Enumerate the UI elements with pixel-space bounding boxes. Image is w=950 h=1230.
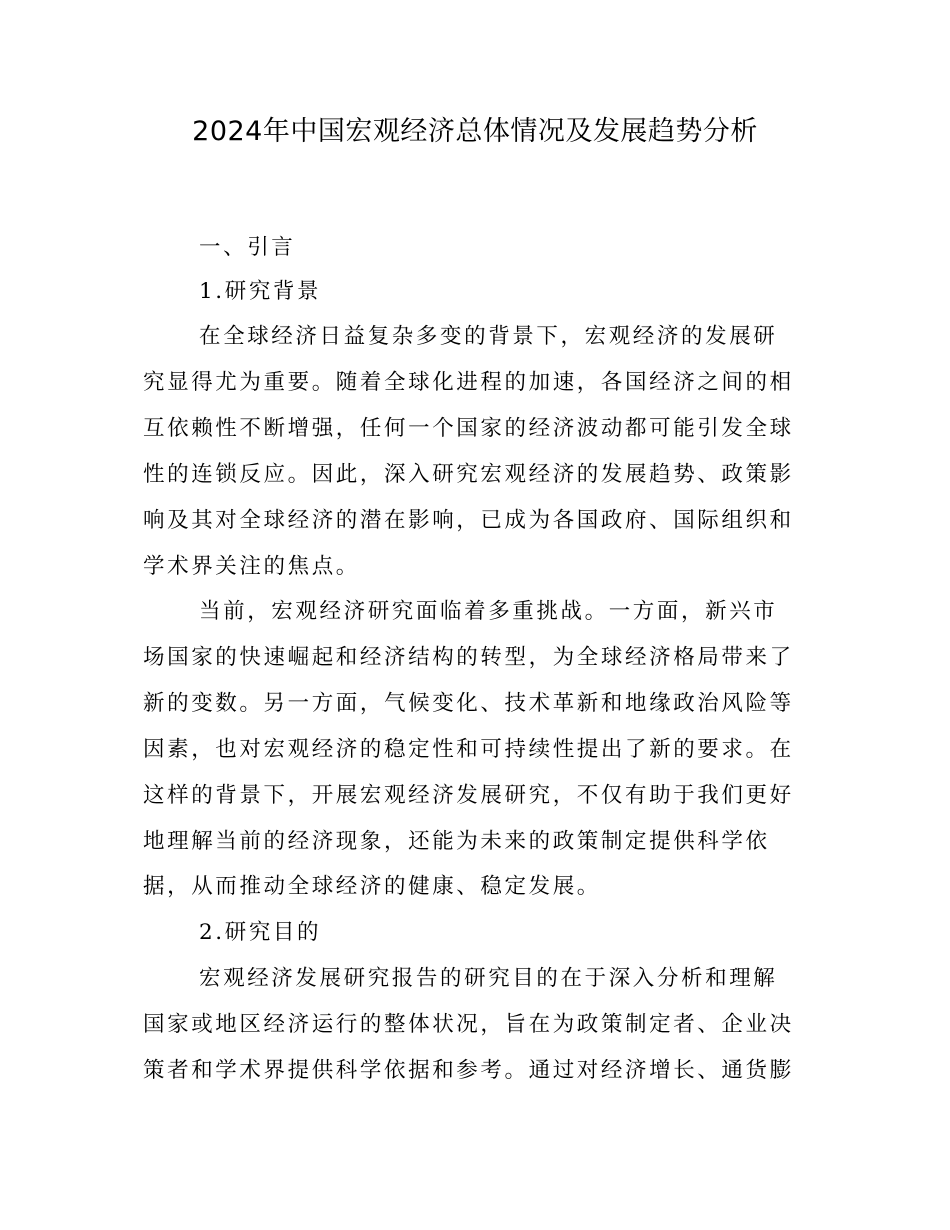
paragraph-line: 互依赖性不断增强，任何一个国家的经济波动都可能引发全球 — [143, 416, 794, 441]
paragraph-line: 宏观经济发展研究报告的研究目的在于深入分析和理解 — [199, 966, 778, 991]
subsection-heading-purpose: 2.研究目的 — [199, 920, 322, 945]
paragraph-line: 这样的背景下，开展宏观经济发展研究，不仅有助于我们更好 — [143, 783, 794, 808]
document-body — [143, 0, 818, 1230]
paragraph-line: 地理解当前的经济现象，还能为未来的政策制定提供科学依 — [143, 829, 770, 854]
paragraph-line: 究显得尤为重要。随着全球化进程的加速，各国经济之间的相 — [143, 370, 794, 395]
paragraph-line: 性的连锁反应。因此，深入研究宏观经济的发展趋势、政策影 — [143, 462, 794, 487]
paragraph-line: 因素，也对宏观经济的稳定性和可持续性提出了新的要求。在 — [143, 737, 794, 762]
paragraph-line: 新的变数。另一方面，气候变化、技术革新和地缘政治风险等 — [143, 691, 794, 716]
paragraph-line: 响及其对全球经济的潜在影响，已成为各国政府、国际组织和 — [143, 508, 794, 533]
paragraph-line: 场国家的快速崛起和经济结构的转型，为全球经济格局带来了 — [143, 645, 794, 670]
paragraph-line: 当前，宏观经济研究面临着多重挑战。一方面，新兴市 — [199, 599, 778, 624]
paragraph-line: 国家或地区经济运行的整体状况，旨在为政策制定者、企业决 — [143, 1012, 794, 1037]
paragraph-line: 策者和学术界提供科学依据和参考。通过对经济增长、通货膨 — [143, 1058, 794, 1083]
paragraph-line: 在全球经济日益复杂多变的背景下，宏观经济的发展研 — [199, 324, 778, 349]
subsection-heading-background: 1.研究背景 — [199, 279, 322, 304]
paragraph-line: 据，从而推动全球经济的健康、稳定发展。 — [143, 874, 601, 899]
document-title: 2024年中国宏观经济总体情况及发展趋势分析 — [192, 116, 758, 147]
section-heading-introduction: 一、引言 — [199, 235, 296, 260]
paragraph-line: 学术界关注的焦点。 — [143, 554, 360, 579]
